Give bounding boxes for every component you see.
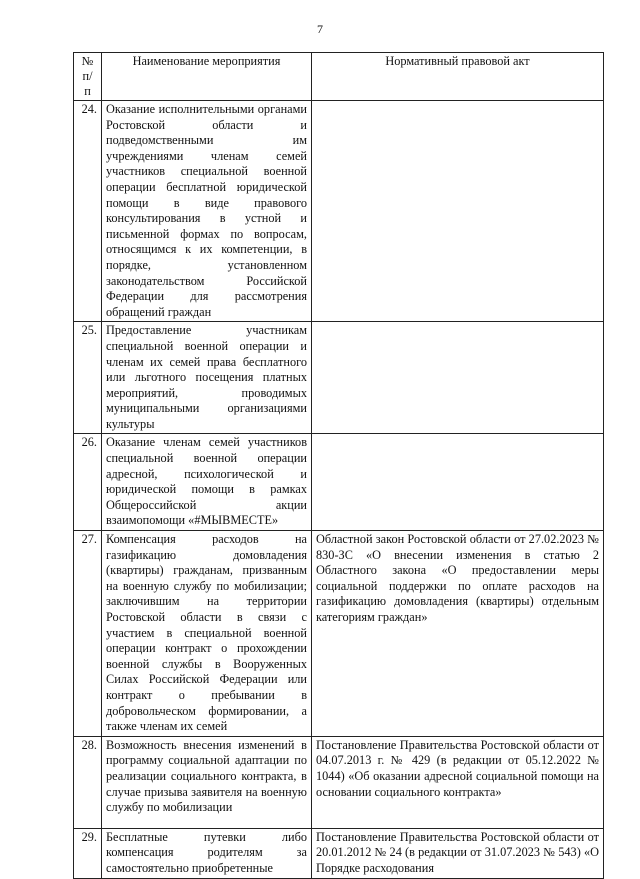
header-legal-act: Нормативный правовой акт [312,53,604,101]
row-legal-act [312,434,604,531]
table-row [74,434,604,531]
table-row [74,531,604,737]
row-number: 26. [74,434,102,531]
row-measure-name: Оказание членам семей участников специальной военной операции адресной, психологической и юридической помощи в рамках Общероссийской акции взаимопомощи «#МЫВМЕСТЕ» [102,434,312,531]
row-number: 28. [74,736,102,828]
header-number-line: № [81,54,94,68]
row-legal-act: Областной закон Ростовской области от 27.02.2023 № 830-ЗС «О внесении изменения в статью 2 Областного закона «О предоставлении меры социальной поддержки по оплате расходов на газификацию домовладения (квартиры) отдельным категориям граждан» [312,531,604,737]
row-measure-name: Бесплатные путевки либо компенсация родителям за самостоятельно приобретенные [102,828,312,878]
header-number [74,53,102,101]
row-number: 29. [74,828,102,878]
row-measure-name: Предоставление участникам специальной военной операции и членам их семей права бесплатного или льготного посещения платных мероприятий, проводимых муниципальными организациями культуры [102,322,312,434]
row-number: 25. [74,322,102,434]
row-measure-name: Компенсация расходов на газификацию домовладения (квартиры) гражданам, призванным на военную службу по мобилизации; заключившим на территории Ростовской области в связи с участием в специальной военной операции контракт о прохождении военной службы в Вооруженных Силах Российской Федерации или контракт о пребывании в добровольческом формировании, а также членам их семей [102,531,312,737]
table-row [74,828,604,878]
page-number: 7 [317,22,323,36]
table-header-row [74,53,604,101]
row-measure-name: Оказание исполнительными органами Ростовской области и подведомственными им учреждениями членам семей участников специальной военной операции бесплатной юридической помощи в виде правового консультирования в устной и письменной формах по вопросам, относящимся к их компетенции, в порядке, установленном законодательством Российской Федерации для рассмотрения обращений граждан [102,101,312,322]
table-row [74,736,604,828]
header-number-line: п [84,84,91,98]
table-row [74,322,604,434]
header-number-line: п/ [82,69,93,83]
row-legal-act: Постановление Правительства Ростовской области от 04.07.2013 г. № 429 (в редакции от 05.12.2022 № 1044) «Об оказании адресной социальной помощи на основании социального контракта» [312,736,604,828]
row-number: 27. [74,531,102,737]
row-number: 24. [74,101,102,322]
header-measure-name: Наименование мероприятия [102,53,312,101]
row-measure-name: Возможность внесения изменений в программу социальной адаптации по реализации социального контракта, в случае призыва заявителя на военную службу по мобилизации [102,736,312,828]
measures-table [73,52,604,879]
row-legal-act: Постановление Правительства Ростовской области от 20.01.2012 № 24 (в редакции от 31.07.2023 № 543) «О Порядке расходования [312,828,604,878]
table-row [74,101,604,322]
row-legal-act [312,101,604,322]
row-legal-act [312,322,604,434]
